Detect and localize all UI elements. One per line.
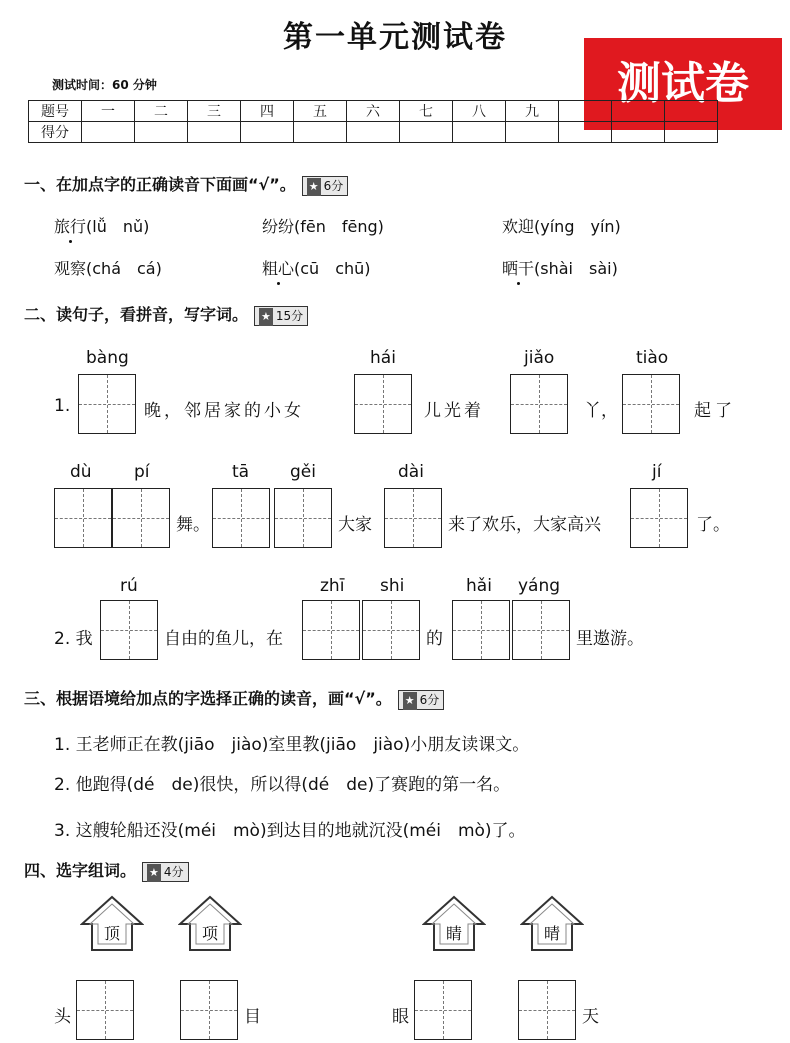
pinyin-label: hái: [370, 348, 396, 368]
house-card: 晴: [520, 894, 584, 954]
pinyin-label: rú: [120, 576, 138, 596]
score-cell[interactable]: [559, 122, 612, 143]
writing-box[interactable]: [622, 374, 680, 434]
writing-box[interactable]: [100, 600, 158, 660]
house-card: 睛: [422, 894, 486, 954]
column-header-total: [612, 101, 665, 122]
row-label-number: 题号: [29, 101, 82, 122]
writing-box[interactable]: [302, 600, 360, 660]
pinyin-label: bàng: [86, 348, 129, 368]
section-2-title: 二、读句子，看拼音，写字词。 ★ 15分: [24, 302, 308, 326]
section-4-title: 四、选字组词。 ★ 4分: [24, 858, 189, 882]
pinyin-label: tā: [232, 462, 250, 482]
score-cell[interactable]: [506, 122, 559, 143]
score-cell[interactable]: [188, 122, 241, 143]
sentence-text: 舞。: [176, 515, 210, 535]
s3-line-1: 1. 王老师正在教(jiāo jiào)室里教(jiāo jiào)小朋友读课文。: [54, 735, 530, 755]
word-label: 眼: [392, 1007, 409, 1027]
pinyin-label: hǎi: [466, 576, 492, 596]
pinyin-label: pí: [134, 462, 150, 482]
word-label: 天: [582, 1007, 599, 1027]
pinyin-label: shi: [380, 576, 405, 596]
s1-item-4: 观察(chá cá): [54, 259, 162, 278]
s1-item-2: 纷纷(fēn fēng): [262, 217, 384, 236]
score-cell[interactable]: [665, 122, 718, 143]
s3-line-3: 3. 这艘轮船还没(méi mò)到达目的地就沉没(méi mò)了。: [54, 821, 526, 841]
sentence-text: 里遨游。: [576, 629, 644, 649]
writing-box[interactable]: [354, 374, 412, 434]
score-cell[interactable]: [82, 122, 135, 143]
writing-box[interactable]: [76, 980, 134, 1040]
sentence-text: 儿光着: [424, 401, 484, 421]
column-header-total: [665, 101, 718, 122]
pinyin-label: yáng: [518, 576, 561, 596]
writing-box[interactable]: [414, 980, 472, 1040]
score-cell[interactable]: [453, 122, 506, 143]
section-4-score: 4分: [163, 864, 184, 879]
pinyin-label: jí: [652, 462, 662, 482]
section-1-title: 一、在加点字的正确读音下面画“√”。 ★ 6分: [24, 172, 348, 196]
column-header: 三: [188, 101, 241, 122]
sentence-text: 来了欢乐，大家高兴: [448, 515, 601, 535]
column-header: 二: [135, 101, 188, 122]
score-table: [28, 100, 718, 143]
sentence-text: 起了: [694, 401, 736, 421]
writing-box[interactable]: [112, 488, 170, 548]
sentence-text: 自由的鱼儿，在: [164, 629, 283, 649]
column-header: 七: [400, 101, 453, 122]
column-header-extra: [559, 101, 612, 122]
page-title: 第一单元测试卷: [283, 20, 507, 55]
column-header: 六: [347, 101, 400, 122]
sentence-text: 的: [426, 629, 443, 649]
writing-box[interactable]: [274, 488, 332, 548]
test-paper-badge: 测试卷: [584, 38, 782, 130]
q-number: 2. 我: [54, 629, 93, 649]
test-time: 测试时间：60 分钟: [52, 78, 157, 92]
house-card: 项: [178, 894, 242, 954]
pinyin-label: dù: [70, 462, 92, 482]
pinyin-label: zhī: [320, 576, 345, 596]
column-header: 一: [82, 101, 135, 122]
writing-box[interactable]: [630, 488, 688, 548]
column-header: 四: [241, 101, 294, 122]
pinyin-label: tiào: [636, 348, 669, 368]
s1-item-6: 晒干(shài sài): [502, 259, 618, 278]
column-header: 九: [506, 101, 559, 122]
word-label: 目: [244, 1007, 261, 1027]
section-3-score: 6分: [419, 692, 440, 707]
column-header: 五: [294, 101, 347, 122]
writing-box[interactable]: [362, 600, 420, 660]
score-cell[interactable]: [135, 122, 188, 143]
column-header: 八: [453, 101, 506, 122]
section-2-score: 15分: [275, 308, 304, 323]
house-card: 顶: [80, 894, 144, 954]
writing-box[interactable]: [518, 980, 576, 1040]
s3-line-2: 2. 他跑得(dé de)很快，所以得(dé de)了赛跑的第一名。: [54, 775, 511, 795]
writing-box[interactable]: [54, 488, 112, 548]
s1-item-5: 粗心(cū chū): [262, 259, 371, 278]
score-cell[interactable]: [400, 122, 453, 143]
score-cell[interactable]: [347, 122, 400, 143]
sentence-text: 了。: [696, 515, 730, 535]
writing-box[interactable]: [452, 600, 510, 660]
writing-box[interactable]: [78, 374, 136, 434]
sentence-text: 大家: [338, 515, 372, 535]
pinyin-label: gěi: [290, 462, 316, 482]
score-cell[interactable]: [612, 122, 665, 143]
section-3-title: 三、根据语境给加点的字选择正确的读音，画“√”。 ★ 6分: [24, 686, 444, 710]
writing-box[interactable]: [212, 488, 270, 548]
writing-box[interactable]: [180, 980, 238, 1040]
q-number: 1.: [54, 396, 71, 416]
writing-box[interactable]: [510, 374, 568, 434]
word-label: 头: [54, 1007, 71, 1027]
s1-item-1: 旅行(lǚ nǔ): [54, 217, 150, 236]
pinyin-label: dài: [398, 462, 424, 482]
row-label-score: 得分: [29, 122, 82, 143]
writing-box[interactable]: [384, 488, 442, 548]
writing-box[interactable]: [512, 600, 570, 660]
section-1-score: 6分: [323, 178, 344, 193]
s1-item-3: 欢迎(yíng yín): [502, 217, 621, 236]
sentence-text: 丫，: [584, 401, 618, 421]
score-cell[interactable]: [294, 122, 347, 143]
pinyin-label: jiǎo: [524, 348, 555, 368]
sentence-text: 晚，邻居家的小女: [144, 401, 304, 421]
score-cell[interactable]: [241, 122, 294, 143]
